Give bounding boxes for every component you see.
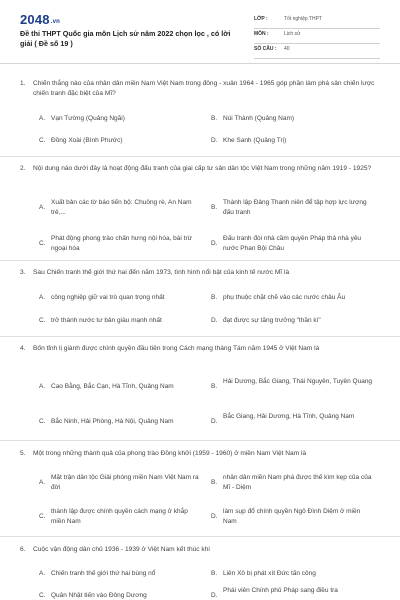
exam-title: Đề thi THPT Quốc gia môn Lịch sử năm 2022 chọn lọc , có lời giải ( Đề số 19 ) [20,29,231,48]
option-letter: B. [211,570,218,577]
option-text: Thành lập Đảng Thanh niên để tập hợp lực lượng đấu tranh [223,199,367,216]
option-text: Núi Thành (Quảng Nam) [223,115,295,122]
option-text: Vạn Tường (Quảng Ngãi) [51,115,125,122]
question-1 [20,79,382,144]
option-letter: D. [211,513,218,520]
meta-value: Lịch sử [284,31,301,37]
option-text: nhân dân miền Nam phá được thế kìm kẹp của của Mĩ - Diệm [223,474,372,491]
option-text: Chiến tranh thế giới thứ hai bùng nổ [51,570,156,577]
question-text: Sau Chiến tranh thế giới thứ hai đến năm 1973, tình hình nổi bật của kinh tế nước Mĩ là [33,269,290,276]
meta-key: LỚP : [254,16,268,22]
question-text: Chiến thắng nào của nhân dân miền Nam Việt Nam trong đông - xuân 1964 - 1965 góp phần làm phá sản chiến lược chiến tranh đặc biệt của Mĩ? [33,80,375,97]
option-letter: B. [211,383,218,390]
question-divider [0,260,400,261]
question-stem [20,79,382,99]
question-number: 1. [20,80,26,87]
logo-text: 2048 [20,12,50,27]
option-letter: C. [39,592,46,599]
option-text: Cao Bằng, Bắc Cạn, Hà Tĩnh, Quảng Nam [51,383,174,390]
option-text: công nghiệp giữ vai trò quan trọng nhất [51,294,165,301]
question-2 [20,164,382,252]
question-number: 2. [20,165,26,172]
question-5 [20,449,382,525]
meta-value: Tốt nghiệp THPT [284,16,322,22]
option-text: trở thành nước tư bản giàu mạnh nhất [51,317,162,324]
option-letter: A. [39,294,46,301]
meta-row-class [254,14,380,29]
option-text: Khe Sanh (Quảng Trị) [223,137,287,144]
question-text: Một trong những thành quả của phong trào Đồng khởi (1959 - 1960) ở miền Nam Việt Nam là [33,450,307,457]
question-6 [20,545,382,599]
option-letter: D. [211,317,218,324]
option-letter: C. [39,240,46,247]
option-letter: A. [39,383,46,390]
option-text: làm sụp đổ chính quyền Ngô Đình Diệm ở miền Nam [223,508,361,525]
question-text: Nội dung nào dưới đây là hoạt động đấu tranh của giai cấp tư sản dân tộc Việt Nam trong những năm 1919 - 1925? [33,165,372,172]
option-letter: D. [211,240,218,247]
option-text: thành lập được chính quyền cách mạng ở khắp miền Nam [51,508,188,525]
question-stem [20,164,382,174]
exam-meta [254,14,380,59]
question-stem [20,449,382,459]
logo-suffix: .vn [50,19,61,25]
question-number: 6. [20,546,26,553]
option-text: Phái viên Chính phủ Pháp sang điều tra [223,587,338,594]
meta-row-subject [254,29,380,44]
option-text: Phát động phong trào chấn hưng nội hóa, bài trừ ngoại hóa [51,235,192,252]
question-divider [0,536,400,537]
question-text: Cuộc vận động dân chủ 1936 - 1939 ở Việt Nam kết thúc khi [33,546,210,553]
option-text: Xuất bản các tờ báo tiến bộ: Chuông rè, An Nam trẻ,... [51,199,192,216]
option-text: Bắc Giang, Hải Dương, Hà Tĩnh, Quảng Nam [223,413,355,420]
option-text: Liên Xô bị phát xít Đức tấn công [223,570,316,577]
question-text: Bốn tỉnh lị giành được chính quyền đầu tiên trong Cách mạng tháng Tám năm 1945 ở Việt Nam là [33,345,320,352]
question-4 [20,344,382,425]
option-letter: A. [39,479,46,486]
option-letter: C. [39,317,46,324]
question-number: 4. [20,345,26,352]
option-letter: D. [211,137,218,144]
page-header [0,0,400,64]
option-letter: B. [211,294,218,301]
meta-key: MÔN : [254,31,269,37]
question-3 [20,268,382,324]
question-number: 3. [20,269,26,276]
option-letter: D. [211,418,218,425]
site-logo[interactable] [20,12,60,27]
option-text: Hải Dương, Bắc Giang, Thái Nguyên, Tuyên Quang [223,378,373,385]
question-stem [20,545,382,555]
question-number: 5. [20,450,26,457]
question-divider [0,156,400,157]
option-text: Quân Nhật tiến vào Đông Dương [51,592,147,599]
option-letter: A. [39,204,46,211]
meta-value: 40 [284,46,290,52]
option-text: Đồng Xoài (Bình Phước) [51,137,123,144]
question-stem [20,268,382,278]
option-letter: C. [39,137,46,144]
option-letter: A. [39,115,46,122]
option-text: phụ thuộc chặt chẽ vào các nước châu Âu [223,294,346,301]
meta-row-count [254,44,380,59]
option-text: Bắc Ninh, Hải Phòng, Hà Nội, Quảng Nam [51,418,174,425]
option-text: đạt được sự tăng trưởng "thần kì" [223,317,321,324]
option-letter: A. [39,570,46,577]
question-stem [20,344,382,354]
option-letter: D. [211,592,218,599]
option-letter: B. [211,204,218,211]
question-divider [0,440,400,441]
meta-key: SỐ CÂU : [254,46,277,52]
option-letter: C. [39,513,46,520]
option-letter: B. [211,115,218,122]
option-text: Mặt trận dân tộc Giải phóng miền Nam Việt Nam ra đời [51,474,199,491]
option-letter: B. [211,479,218,486]
option-text: Đấu tranh đòi nhà cầm quyền Pháp thả nhà yêu nước Phan Bội Châu [223,235,362,252]
question-divider [0,336,400,337]
option-letter: C. [39,418,46,425]
